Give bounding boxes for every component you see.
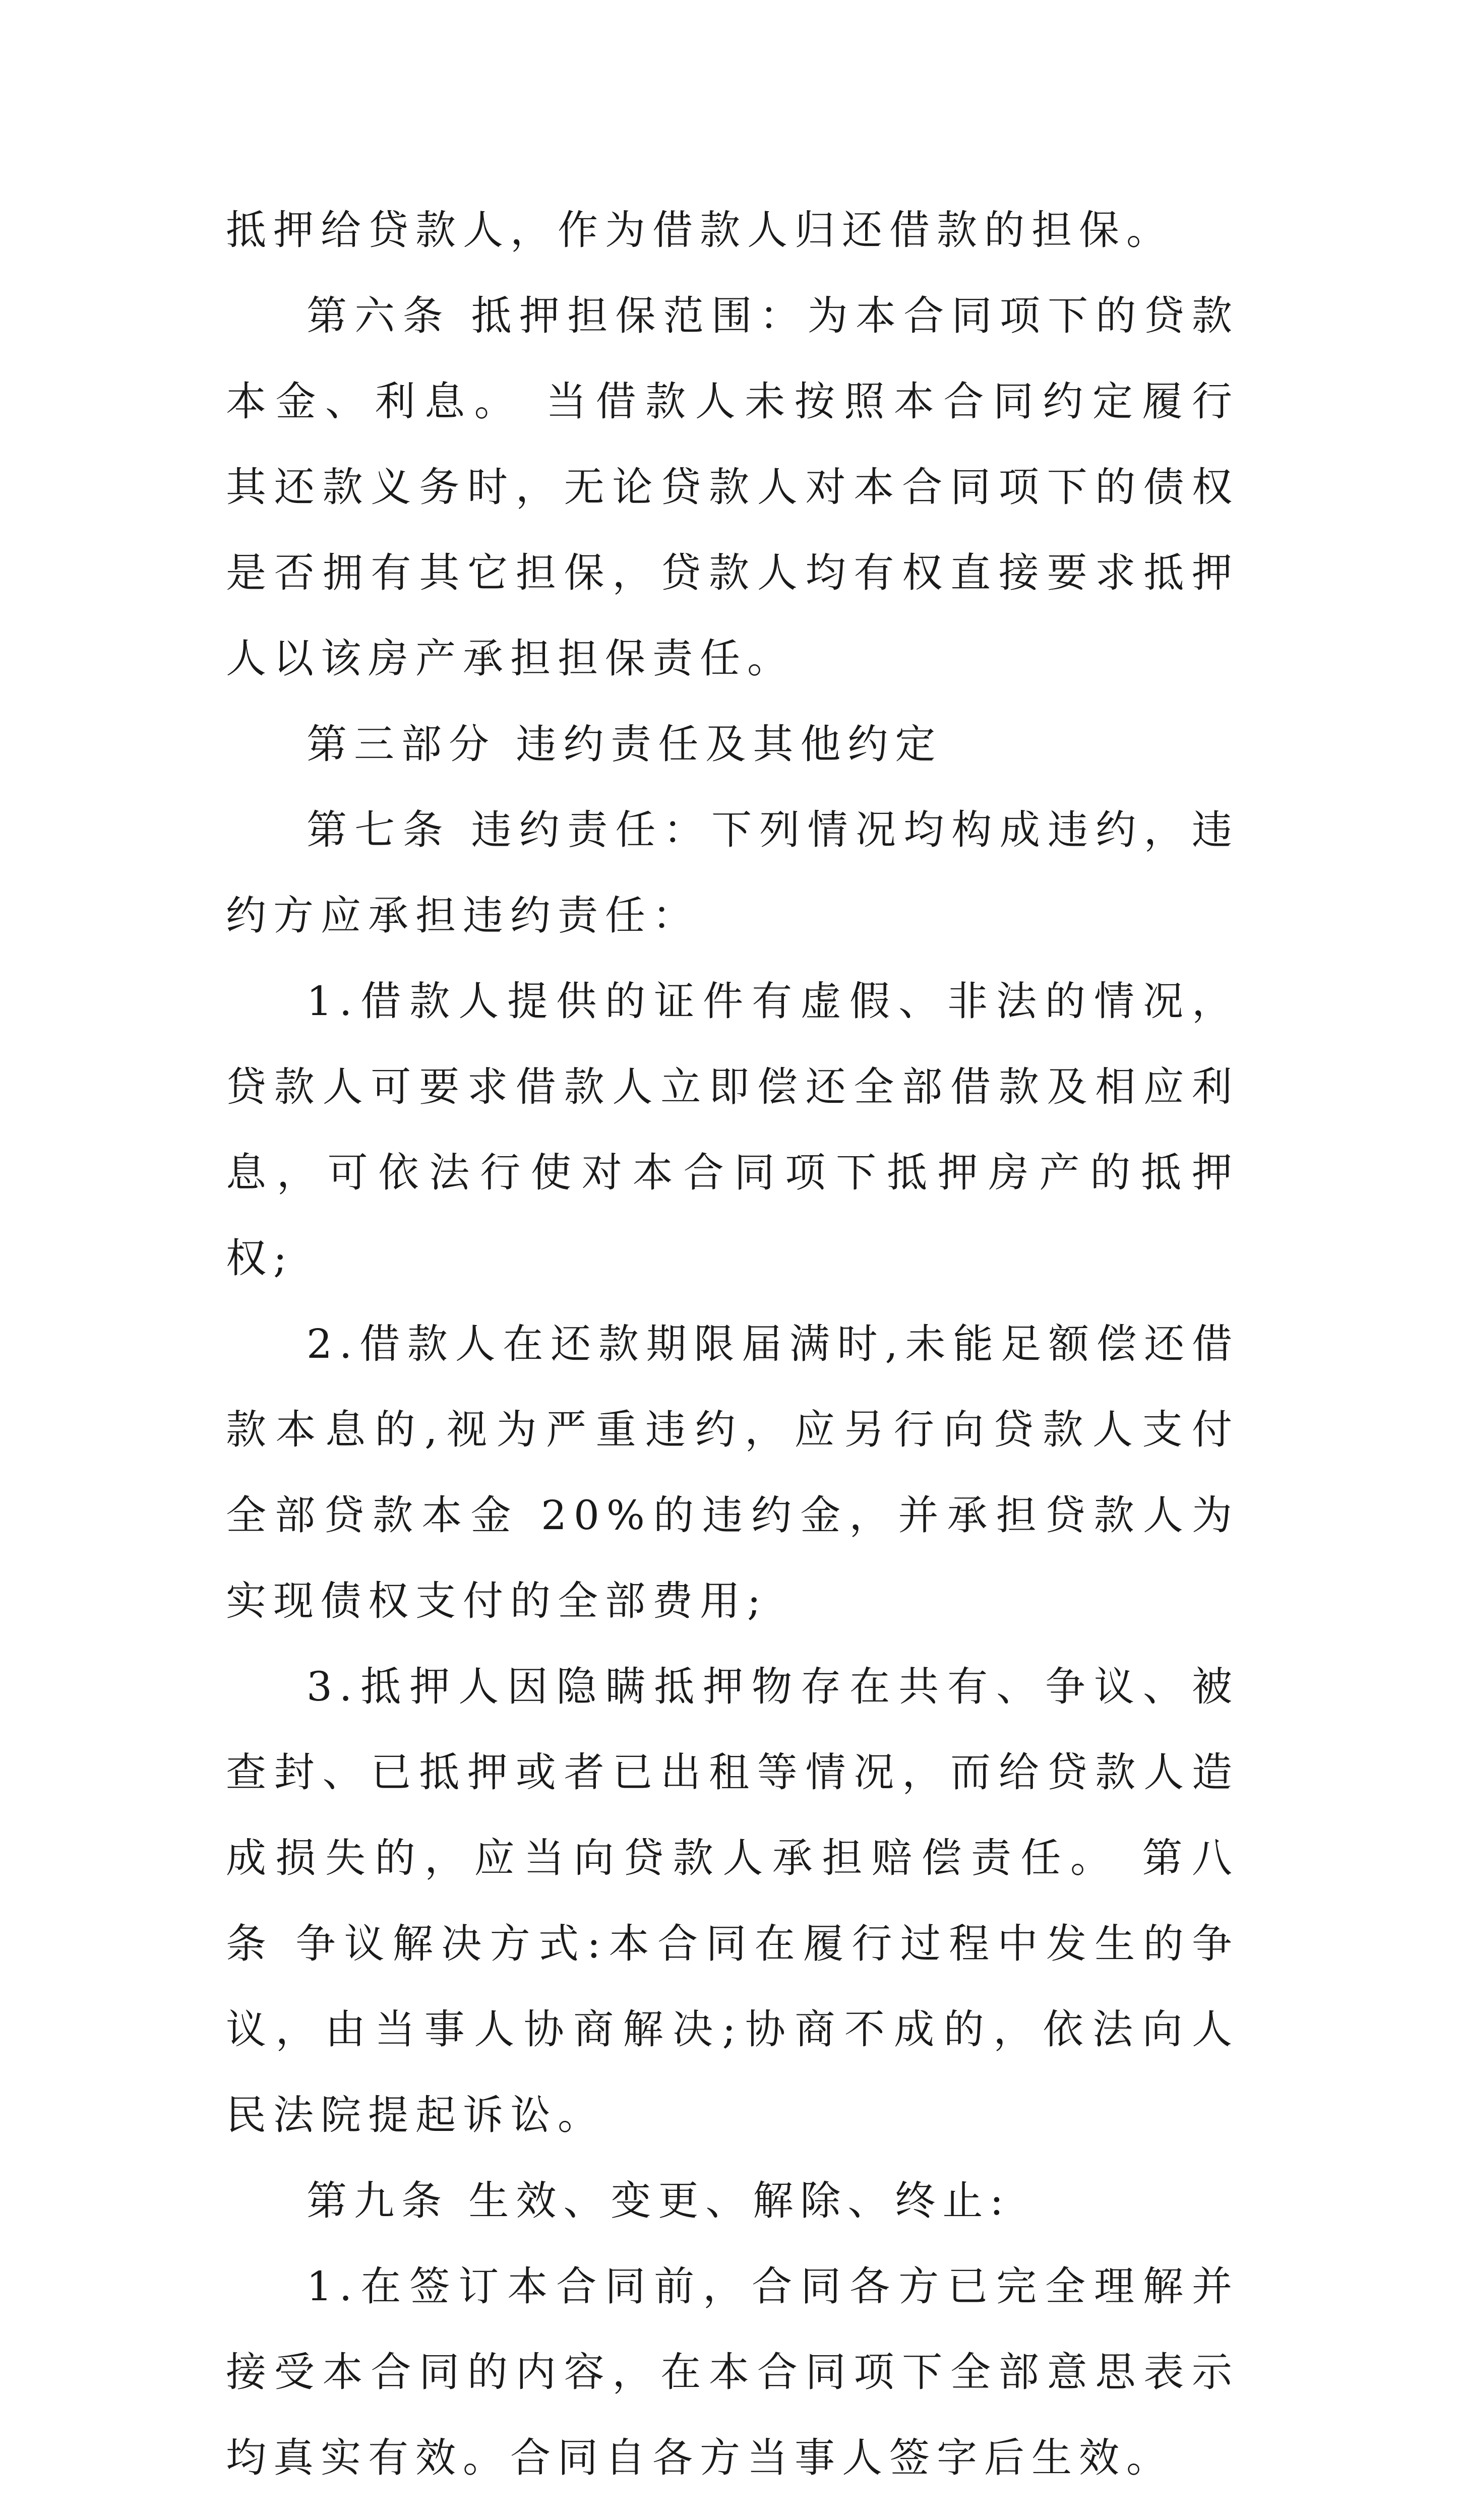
list-item-7-3: 3.抵押人因隐瞒抵押物存在共有、争议、被查封、已抵押或者已出租等情况，而给贷款人造成损失的，应当向贷款人承担赔偿责任。 第八条 争议解决方式:本合同在履行过程中发生的争议，由当事人协商解决;协商不成的，依法向人民法院提起诉讼。: [226, 1663, 1239, 2138]
document-body: [226, 187, 1239, 2520]
list-item-9-1: 1.在签订本合同前，合同各方已完全理解并接受本合同的内容，在本合同项下全部意思表示均真实有效。合同自各方当事人签字后生效。: [226, 2263, 1239, 2481]
list-item-7-2: 2.借款人在还款期限届满时,未能足额偿还借款本息的,视为严重违约，应另行向贷款人支付全部贷款本金 20%的违约金，并承担贷款人为实现债权支付的全部费用;: [226, 1320, 1239, 1624]
list-item-9-2: [226, 2501, 1239, 2520]
list-item-7-1: 1.借款人提供的证件有虚假、非法的情况，贷款人可要求借款人立即偿还全部借款及相应利息，可依法行使对本合同项下抵押房产的抵押权;: [226, 978, 1239, 1282]
section-heading-part-3: 第三部分 违约责任及其他约定: [307, 721, 943, 768]
paragraph-article-6: 第六条 抵押担保范围：为本合同项下的贷款本金、利息。 当借款人未按照本合同约定履行其还款义务时，无论贷款人对本合同项下的债权是否拥有其它担保，贷款人均有权直接要求抵押人以该房产承担担保责任。: [226, 292, 1239, 682]
paragraph-article-9: 第九条 生效、变更、解除、终止:: [307, 2177, 1011, 2224]
paragraph-article-7: 第七条 违约责任：下列情况均构成违约，违约方应承担违约责任：: [226, 806, 1239, 939]
paragraph-continuation: 抵押给贷款人，作为借款人归还借款的担保。: [226, 207, 1174, 254]
